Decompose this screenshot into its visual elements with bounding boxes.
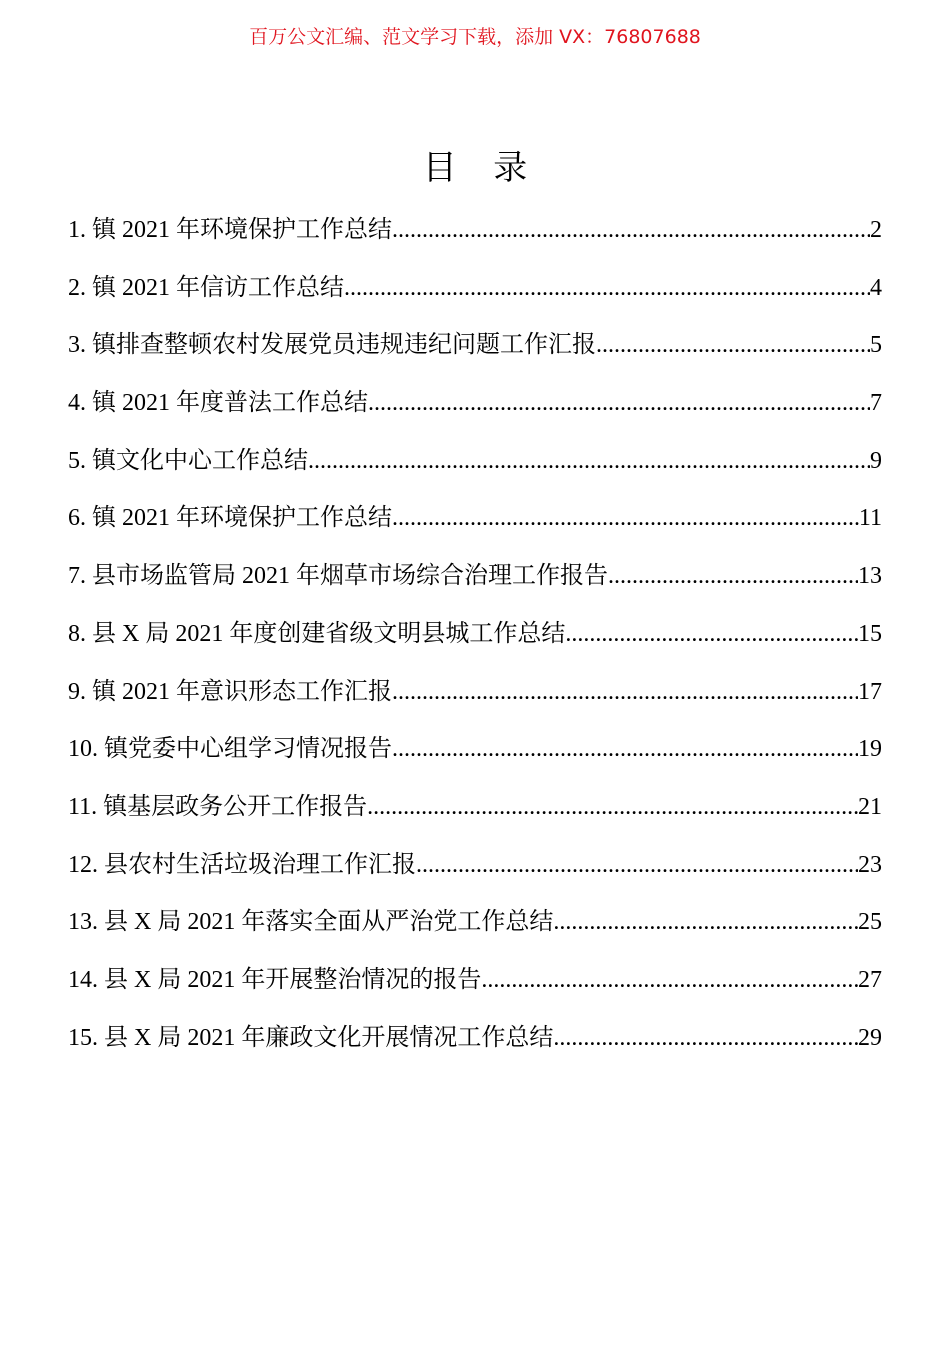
toc-entry[interactable] bbox=[68, 212, 882, 270]
dot-leader bbox=[308, 443, 870, 479]
toc-entry-page: 2 bbox=[870, 217, 882, 243]
toc-entry[interactable] bbox=[68, 731, 882, 789]
dot-leader bbox=[392, 500, 859, 536]
toc-entry[interactable] bbox=[68, 327, 882, 385]
toc-entry[interactable] bbox=[68, 904, 882, 962]
toc-entry-page: 11 bbox=[858, 505, 882, 532]
dot-leader bbox=[565, 616, 858, 652]
toc-entry-page: 15 bbox=[858, 620, 882, 647]
dot-leader bbox=[392, 212, 870, 248]
dot-leader bbox=[367, 789, 858, 825]
toc-entry-title: 2. 镇 2021 年信访工作总结 bbox=[68, 274, 344, 301]
toc-entry-page: 25 bbox=[858, 909, 882, 936]
toc-entry-title: 5. 镇文化中心工作总结 bbox=[68, 447, 308, 474]
toc-entry[interactable] bbox=[68, 385, 882, 443]
toc-entry-title: 13. 县 X 局 2021 年落实全面从严治党工作总结 bbox=[68, 909, 554, 936]
toc-entry-title: 10. 镇党委中心组学习情况报告 bbox=[68, 736, 392, 763]
toc-entry[interactable] bbox=[68, 1020, 882, 1078]
toc-entry[interactable] bbox=[68, 270, 882, 328]
toc-entry[interactable] bbox=[68, 616, 882, 674]
dot-leader bbox=[416, 847, 858, 883]
toc-entry-page: 5 bbox=[870, 332, 882, 359]
toc-entry-page: 21 bbox=[858, 793, 882, 820]
toc-entry-title: 4. 镇 2021 年度普法工作总结 bbox=[68, 390, 368, 417]
toc-entry[interactable] bbox=[68, 674, 882, 732]
toc-entry-title: 6. 镇 2021 年环境保护工作总结 bbox=[68, 505, 392, 532]
toc-entry-title: 9. 镇 2021 年意识形态工作汇报 bbox=[68, 678, 392, 705]
watermark-banner: 百万公文汇编、范文学习下载，添加 VX：76807688 bbox=[249, 26, 701, 48]
dot-leader bbox=[368, 385, 870, 421]
toc-entry-title: 15. 县 X 局 2021 年廉政文化开展情况工作总结 bbox=[68, 1024, 554, 1051]
toc-entry-title: 12. 县农村生活垃圾治理工作汇报 bbox=[68, 851, 416, 878]
toc-entry-title: 11. 镇基层政务公开工作报告 bbox=[68, 793, 368, 820]
toc-entry-title: 14. 县 X 局 2021 年开展整治情况的报告 bbox=[68, 966, 482, 993]
toc-entry[interactable] bbox=[68, 789, 882, 847]
dot-leader bbox=[392, 674, 858, 710]
dot-leader bbox=[553, 904, 858, 940]
toc-entry-page: 4 bbox=[870, 274, 882, 301]
toc-entry-title: 1. 镇 2021 年环境保护工作总结 bbox=[68, 217, 392, 243]
dot-leader bbox=[608, 558, 858, 594]
toc-entry-title: 8. 县 X 局 2021 年度创建省级文明县城工作总结 bbox=[68, 620, 566, 647]
toc-entry-title: 3. 镇排查整顿农村发展党员违规违纪问题工作汇报 bbox=[68, 332, 596, 359]
toc-entry[interactable] bbox=[68, 443, 882, 501]
toc-entry[interactable] bbox=[68, 962, 882, 1020]
dot-leader bbox=[596, 327, 870, 363]
toc-entry[interactable] bbox=[68, 500, 882, 558]
table-of-contents bbox=[68, 212, 882, 1077]
toc-entry-page: 19 bbox=[858, 736, 882, 763]
toc-entry-page: 9 bbox=[870, 447, 882, 474]
toc-entry-page: 23 bbox=[858, 851, 882, 878]
dot-leader bbox=[392, 731, 858, 767]
dot-leader bbox=[344, 270, 870, 306]
toc-entry-title: 7. 县市场监管局 2021 年烟草市场综合治理工作报告 bbox=[68, 563, 608, 590]
toc-entry-page: 17 bbox=[858, 678, 882, 705]
toc-entry[interactable] bbox=[68, 847, 882, 905]
toc-entry-page: 13 bbox=[858, 563, 882, 590]
toc-entry-page: 7 bbox=[870, 390, 882, 417]
toc-entry-page: 27 bbox=[858, 966, 882, 993]
dot-leader bbox=[481, 962, 858, 998]
dot-leader bbox=[553, 1020, 858, 1056]
toc-entry[interactable] bbox=[68, 558, 882, 616]
page-title: 目 录 bbox=[422, 150, 542, 187]
toc-entry-page: 29 bbox=[858, 1024, 882, 1051]
